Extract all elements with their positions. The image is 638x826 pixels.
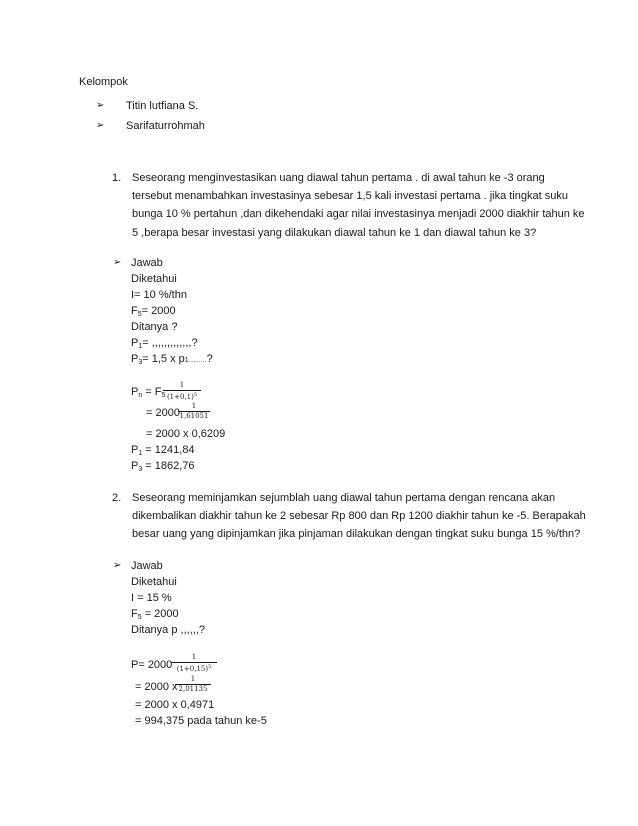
fraction: 1 2,01135 [174, 675, 212, 694]
problem-text-line: Seseorang menginvestasikan uang diawal tahun pertama . di awal tahun ke -3 orang [132, 172, 545, 184]
result-line: $P_1 = 1241,84$ [131, 444, 195, 457]
group-heading: Kelompok [79, 76, 128, 88]
answer-label: Diketahui [131, 576, 177, 588]
formula-line: = 2000 x 0,4971 [135, 699, 215, 711]
bullet-arrow-icon: ➢ [96, 100, 105, 111]
fraction: 1 $(1+0,1)^5$ [162, 381, 202, 402]
formula-line: = 2000 x 0,6209 [146, 428, 226, 440]
answer-heading: Jawab [131, 560, 163, 572]
answer-heading: Jawab [131, 257, 163, 269]
answer-line: I = 15 % [131, 592, 172, 604]
answer-line: $P_1=$ ,,,,,,,,,,,,,? [131, 337, 198, 350]
formula-line: $P_n = F_5$ [131, 386, 166, 399]
formula-line: P= 2000 [131, 659, 173, 671]
answer-line: $F_5= 2000$ [131, 305, 176, 318]
problem-text-line: dikembalikan diakhir tahun ke 2 sebesar Rp 800 dan Rp 1200 diakhir tahun ke -5. Berapakah [132, 510, 586, 522]
problem-text-line: Seseorang meminjamkan sejumblah uang diawal tahun pertama dengan rencana akan [132, 492, 556, 504]
problem-text-line: besar uang yang dipinjamkan jika pinjaman dilakukan dengan tingkat suku bunga 15 %/thn? [132, 528, 581, 540]
result-line: $P_3 = 1862,76$ [131, 460, 195, 473]
formula-line: = 2000 [146, 407, 180, 419]
answer-line: $P_3= 1,5$ x p1……..? [131, 353, 213, 366]
problem-text-line: bunga 10 % pertahun ,dan dikehendaki agar nilai investasinya menjadi 2000 diakhir tahun ke [132, 208, 585, 220]
answer-label: Diketahui [131, 273, 177, 285]
member-name: Titin lutfiana S. [126, 100, 199, 112]
fraction: 1 $(1+0,15)^5$ [170, 653, 218, 674]
bullet-arrow-icon: ➢ [96, 120, 105, 131]
bullet-arrow-icon: ➢ [113, 560, 122, 571]
problem-text-line: tersebut menambahkan investasinya sebesar 1,5 kali investasi pertama . jika tingkat suku [132, 190, 568, 202]
answer-line: I= 10 %/thn [131, 289, 187, 301]
problem-number: 1. [112, 172, 122, 184]
member-name: Sarifaturrohmah [126, 120, 205, 132]
answer-label: Ditanya ? [131, 321, 178, 333]
problem-number: 2. [112, 492, 122, 504]
answer-line: $F_5 = 2000$ [131, 608, 179, 621]
bullet-arrow-icon: ➢ [113, 257, 122, 268]
result-line: = 994,375 pada tahun ke-5 [135, 715, 267, 727]
formula-line: = 2000 x [135, 681, 178, 693]
problem-text-line: 5 ,berapa besar investasi yang dilakukan diawal tahun ke 1 dan diawal tahun ke 3? [132, 227, 537, 239]
fraction: 1 1,61051 [179, 402, 209, 420]
answer-label: Ditanya p ,,,,,,? [131, 624, 205, 636]
